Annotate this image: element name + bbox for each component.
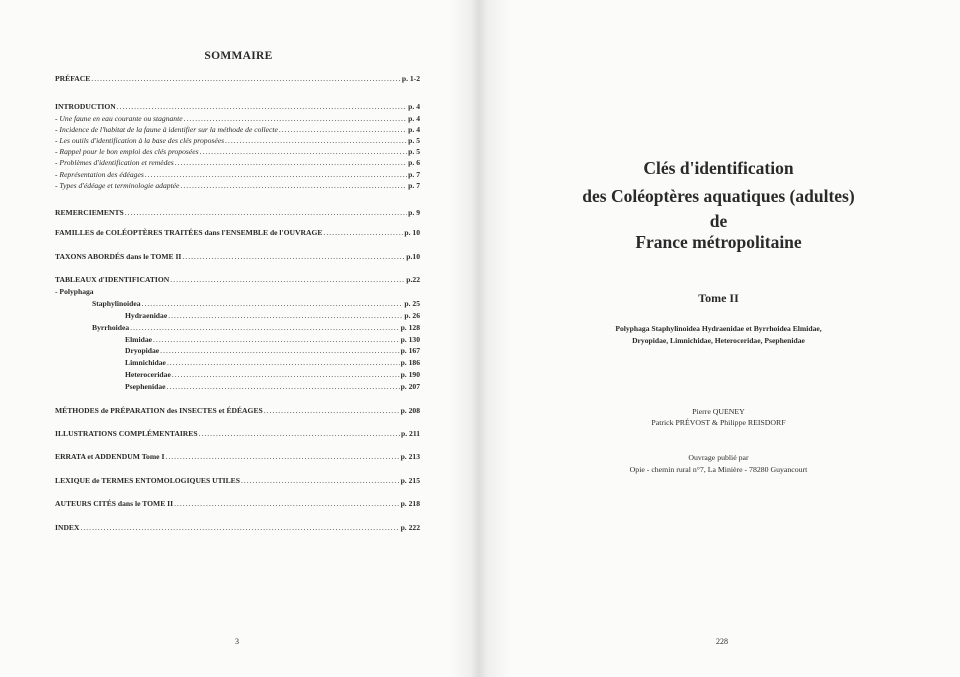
toc-entry-title: Limnichidae	[125, 358, 166, 367]
title-line-4: France métropolitaine	[635, 232, 802, 252]
subtitle-line-1: Polyphaga Staphylinoidea Hydraenidae et Byrrhoidea Elmidae,	[615, 324, 822, 333]
toc-entry-title: PRÉFACE	[55, 74, 91, 83]
toc-entry-page: p. 208	[400, 406, 420, 415]
toc-entry	[55, 498, 420, 509]
toc-entry-title: Psephenidae	[125, 382, 166, 391]
toc-entry-page: p.22	[406, 275, 420, 284]
toc-entry-page: p. 9	[408, 208, 420, 217]
toc-dot-leader	[264, 405, 400, 416]
toc-entry-title: AUTEURS CITÉS dans le TOME II	[55, 499, 174, 508]
left-page	[0, 0, 477, 677]
toc-dot-leader	[167, 357, 400, 368]
toc-entry	[55, 124, 420, 135]
title-line-1: Clés d'identification	[643, 158, 794, 178]
toc-dot-leader	[142, 298, 404, 309]
toc-dot-leader	[117, 101, 407, 112]
author-1: Pierre QUENEY	[692, 407, 745, 416]
toc-dot-leader	[153, 334, 400, 345]
toc-dot-leader	[180, 180, 407, 191]
toc-entry-title: - Une faune en eau courante ou stagnante	[55, 114, 183, 123]
toc-entry-title: ILLUSTRATIONS COMPLÉMENTAIRES	[55, 429, 198, 438]
toc-dot-leader	[323, 227, 403, 238]
toc-entry-page: p. 215	[400, 476, 420, 485]
toc-entry-title: - Types d'édéage et terminologie adaptée	[55, 181, 180, 190]
toc-entry-page: p. 211	[401, 429, 420, 438]
volume-label: Tome II	[698, 291, 739, 305]
toc-entry	[55, 381, 420, 392]
toc-dot-leader	[241, 475, 400, 486]
toc-entry-page: p. 26	[404, 311, 420, 320]
toc-entry	[55, 135, 420, 146]
toc-entry-page: p. 213	[400, 452, 420, 461]
toc-entry-title: Heteroceridae	[125, 370, 171, 379]
toc-entry-title: - Incidence de l'habitat de la faune à identifier sur la méthode de collecte	[55, 125, 278, 134]
title-line-2: des Coléoptères aquatiques (adultes)	[582, 186, 855, 206]
author-2: Patrick PRÉVOST & Philippe REISDORF	[651, 418, 786, 427]
toc-entry-page: p. 25	[404, 299, 420, 308]
toc-dot-leader	[167, 381, 400, 392]
toc-entry	[55, 169, 420, 180]
toc-dot-leader	[175, 157, 407, 168]
toc-entry	[55, 298, 420, 309]
toc-entry-page: p. 130	[400, 335, 420, 344]
toc-entry	[55, 274, 420, 285]
toc-dot-leader	[200, 146, 408, 157]
toc-dot-leader	[160, 345, 399, 356]
title-line-3: de	[709, 211, 728, 231]
toc-dot-leader	[182, 251, 405, 262]
toc-entry	[55, 146, 420, 157]
toc-entry-page: p. 7	[408, 170, 420, 179]
toc-entry-page: p. 1-2	[401, 74, 420, 83]
toc-entry-title: - Les outils d'identification à la base des clés proposées	[55, 136, 225, 145]
toc-dot-leader	[199, 428, 400, 439]
toc-entry	[55, 428, 420, 439]
toc-dot-leader	[170, 274, 405, 285]
toc-entry	[55, 322, 420, 333]
toc-entry-page: p.10	[406, 252, 420, 261]
toc-entry-title: FAMILLES de COLÉOPTÈRES TRAITÉES dans l'ENSEMBLE de l'OUVRAGE	[55, 228, 323, 237]
toc-entry-title: REMERCIEMENTS	[55, 208, 124, 217]
toc-entry-page: p. 6	[408, 158, 420, 167]
toc-entry	[55, 286, 420, 297]
toc-entry-title: Staphylinoidea	[92, 299, 141, 308]
toc-entry-page: p. 4	[408, 114, 420, 123]
toc-entry-page: p. 5	[408, 136, 420, 145]
toc-entry	[55, 207, 420, 218]
toc-entry-title: INDEX	[55, 523, 80, 532]
toc-dot-leader	[130, 322, 399, 333]
toc-entry	[55, 475, 420, 486]
toc-entry	[55, 334, 420, 345]
toc-entry-page: p. 4	[408, 102, 420, 111]
toc-entry-title: TAXONS ABORDÉS dans le TOME II	[55, 252, 182, 261]
toc-entry-title: - Problèmes d'identification et remèdes	[55, 158, 174, 167]
toc-entry-title: INTRODUCTION	[55, 102, 116, 111]
toc-entry	[55, 451, 420, 462]
toc-entry	[55, 157, 420, 168]
toc-heading: SOMMAIRE	[204, 50, 273, 62]
toc-dot-leader	[125, 207, 407, 218]
toc-entry-title: Dryopidae	[125, 346, 160, 355]
toc-entry-title: LEXIQUE de TERMES ENTOMOLOGIQUES UTILES	[55, 476, 240, 485]
toc-dot-leader	[172, 369, 400, 380]
toc-dot-leader	[184, 113, 408, 124]
toc-entry-page: p. 190	[400, 370, 420, 379]
publisher-line-2: Opie - chemin rural n°7, La Minière - 78280 Guyancourt	[629, 465, 808, 474]
toc-dot-leader	[91, 73, 401, 84]
toc-dot-leader	[174, 498, 399, 509]
toc-entry	[55, 113, 420, 124]
toc-entry	[55, 369, 420, 380]
toc-entry-title: - Représentation des édéages	[55, 170, 144, 179]
toc-entry-title: MÉTHODES de PRÉPARATION des INSECTES et ÉDÉAGES	[55, 406, 263, 415]
toc-entry-page: p. 7	[408, 181, 420, 190]
toc-entry-page: p. 128	[400, 323, 420, 332]
toc-entry-page: p. 4	[408, 125, 420, 134]
toc-entry	[55, 345, 420, 356]
toc-dot-leader	[145, 169, 407, 180]
toc-entry	[55, 522, 420, 533]
toc-entry	[55, 227, 420, 238]
toc-entry-page: p. 186	[400, 358, 420, 367]
toc-entry-page: p. 222	[400, 523, 420, 532]
right-page-number: 228	[716, 637, 728, 646]
toc-dot-leader	[279, 124, 407, 135]
toc-entry-page: p. 5	[408, 147, 420, 156]
left-page-number: 3	[235, 637, 239, 646]
toc-entry-title: - Polyphaga	[55, 287, 94, 296]
toc-dot-leader	[165, 451, 399, 462]
toc-entry-title: ERRATA et ADDENDUM Tome I	[55, 452, 165, 461]
toc-entry	[55, 251, 420, 262]
toc-entry-page: p. 218	[400, 499, 420, 508]
toc-entry-page: p. 167	[400, 346, 420, 355]
toc-entry-title: Hydraenidae	[125, 311, 168, 320]
toc-dot-leader	[80, 522, 399, 533]
toc-entry	[55, 180, 420, 191]
toc-entry	[55, 405, 420, 416]
toc-entry	[55, 310, 420, 321]
toc-entry-title: - Rappel pour le bon emploi des clés proposées	[55, 147, 199, 156]
subtitle-line-2: Dryopidae, Limnichidae, Heteroceridae, Psephenidae	[632, 336, 805, 345]
toc-entry-title: Elmidae	[125, 335, 153, 344]
toc-entry	[55, 73, 420, 84]
toc-entry	[55, 101, 420, 112]
publisher-line-1: Ouvrage publié par	[688, 453, 749, 462]
toc-entry-page: p. 10	[404, 228, 420, 237]
toc-entry-page: p. 207	[400, 382, 420, 391]
toc-entry	[55, 357, 420, 368]
toc-entry-title: Byrrhoidea	[92, 323, 130, 332]
toc-dot-leader	[225, 135, 407, 146]
toc-dot-leader	[168, 310, 403, 321]
toc-entry-title: TABLEAUX d'IDENTIFICATION	[55, 275, 170, 284]
